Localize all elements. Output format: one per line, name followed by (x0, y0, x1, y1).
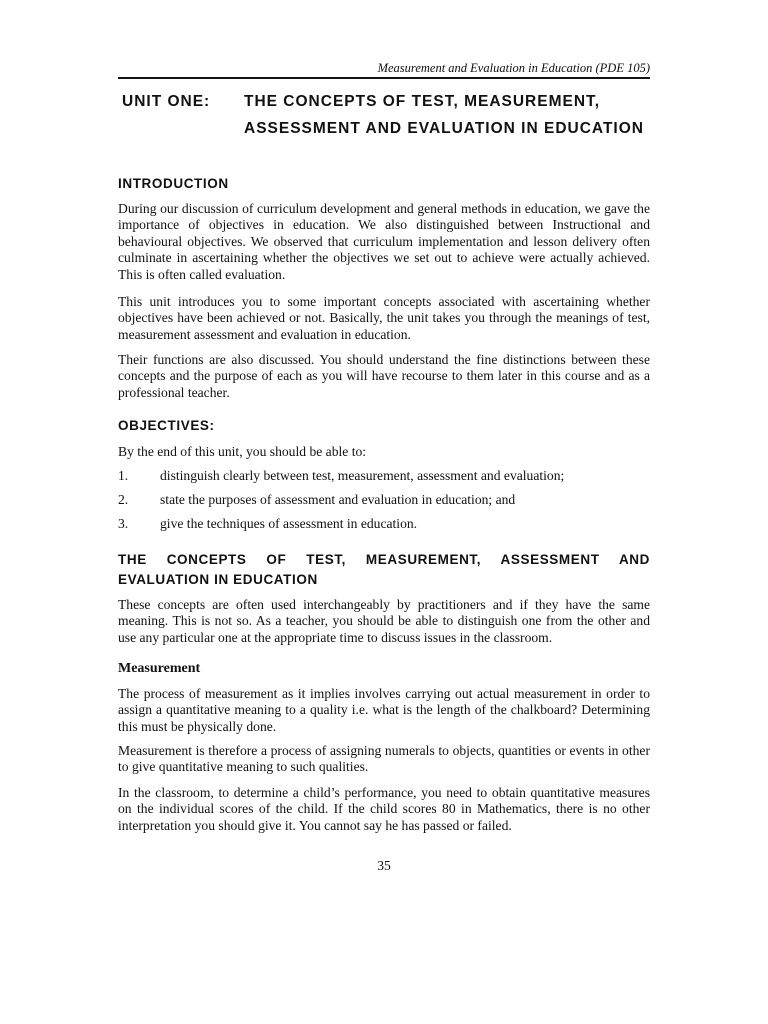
unit-label: UNIT ONE: (122, 93, 211, 110)
objective-number: 2. (118, 492, 129, 507)
page-number: 35 (377, 858, 391, 873)
measurement-paragraph-3: In the classroom, to determine a child’s performance, you need to obtain quantitative measures on the individual scores of the child. If the child scores 80 in Mathematics, there is no other interpretation you should give it. You cannot say he has passed or failed. (118, 785, 650, 833)
objective-item (118, 516, 650, 532)
objective-item (118, 492, 650, 508)
objective-text: distinguish clearly between test, measurement, assessment and evaluation; (160, 468, 565, 483)
intro-paragraph-3: Their functions are also discussed. You should understand the fine distinctions between these concepts and the purpose of each as you will have recourse to them later in this course and as a professional teacher. (118, 352, 650, 400)
unit-title-text: THE CONCEPTS OF TEST, MEASUREMENT, ASSESSMENT AND EVALUATION IN EDUCATION (244, 93, 644, 137)
introduction-heading: INTRODUCTION (118, 176, 229, 191)
running-header: Measurement and Evaluation in Education (PDE 105) (118, 61, 650, 79)
objectives-heading: OBJECTIVES: (118, 418, 215, 433)
concepts-heading: THE CONCEPTS OF TEST, MEASUREMENT, ASSESSMENT AND EVALUATION IN EDUCATION (118, 552, 650, 587)
measurement-paragraph-2: Measurement is therefore a process of assigning numerals to objects, quantities or events in other to give quantitative meaning to such qualities. (118, 743, 650, 775)
concepts-paragraph: These concepts are often used interchangeably by practitioners and if they have the same meaning. This is not so. As a teacher, you should be able to distinguish one from the other and use any particular one at the appropriate time to discuss issues in the classroom. (118, 597, 650, 645)
objective-item (118, 468, 650, 484)
objective-text: state the purposes of assessment and evaluation in education; and (160, 492, 516, 507)
unit-title (122, 88, 650, 142)
objectives-lead: By the end of this unit, you should be able to: (118, 444, 367, 459)
intro-paragraph-2: This unit introduces you to some important concepts associated with ascertaining whether objectives have been achieved or not. Basically, the unit takes you through the meanings of test, measurement assessment and evaluation in education. (118, 294, 650, 342)
measurement-heading: Measurement (118, 661, 201, 676)
objective-number: 1. (118, 468, 129, 483)
objective-number: 3. (118, 516, 129, 531)
measurement-paragraph-1: The process of measurement as it implies involves carrying out actual measurement in order to assign a quantitative meaning to a quality i.e. what is the length of the chalkboard? Determining this must be physically done. (118, 686, 650, 734)
objective-text: give the techniques of assessment in education. (160, 516, 418, 531)
intro-paragraph-1: During our discussion of curriculum development and general methods in education, we gave the importance of objectives in education. We also distinguished between Instructional and behavioural objectives. We observed that curriculum implementation and lesson delivery often culminate in ascertaining whether the objectives we set out to achieve were actually achieved. This is often called evaluation. (118, 201, 650, 282)
